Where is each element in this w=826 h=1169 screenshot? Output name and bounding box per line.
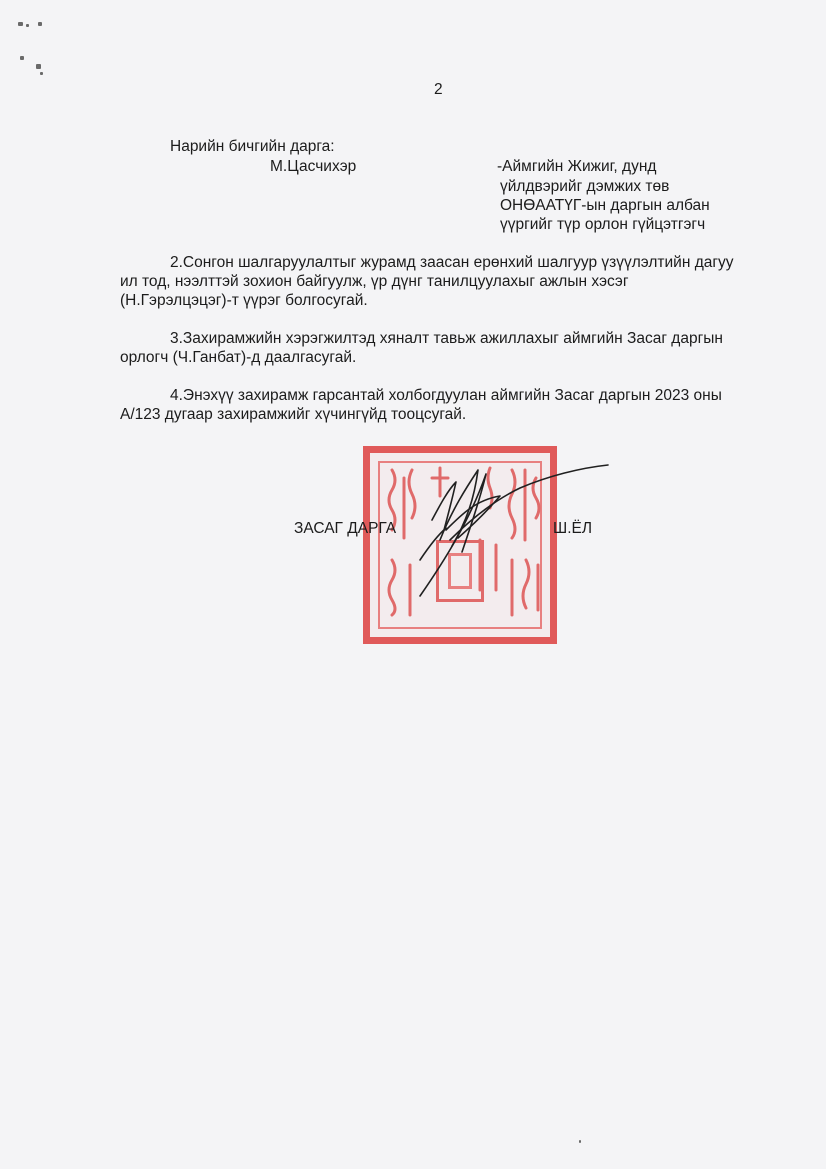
- signatory-title-line: -Аймгийн Жижиг, дунд: [497, 158, 657, 175]
- paragraph-line: 2.Сонгон шалгаруулалтыг журамд заасан ерөнхий шалгуур үзүүлэлтийн дагуу: [170, 254, 734, 271]
- paragraph-line: орлогч (Ч.Ганбат)-д даалгасугай.: [120, 349, 357, 366]
- paragraph-line: (Н.Гэрэлцэцэг)-т үүрэг болгосугай.: [120, 292, 368, 309]
- scan-mark: [579, 1140, 581, 1143]
- paragraph-line: А/123 дугаар захирамжийг хүчингүйд тооцсугай.: [120, 406, 467, 423]
- paragraph-line: ил тод, нээлттэй зохион байгуулж, үр дүнг танилцуулахыг ажлын хэсэг: [120, 273, 629, 290]
- signature-title: ЗАСАГ ДАРГА: [294, 520, 397, 537]
- signatory-title-line: ОНӨААТҮГ-ын даргын албан: [500, 197, 710, 214]
- signatory-title-line: үйлдвэрийг дэмжих төв: [500, 178, 670, 195]
- signature-stroke: [420, 528, 446, 560]
- paragraph-line: 4.Энэхүү захирамж гарсантай холбогдуулан аймгийн Засаг даргын 2023 оны: [170, 387, 722, 404]
- paragraph-line: 3.Захирамжийн хэрэгжилтэд хяналт тавьж ажиллахыг аймгийн Засаг даргын: [170, 330, 723, 347]
- signature-name: Ш.ЁЛ: [553, 520, 593, 537]
- signatory-heading: Нарийн бичгийн дарга:: [170, 138, 335, 155]
- signatory-name: М.Цасчихэр: [270, 158, 357, 175]
- signatory-title-line: үүргийг түр орлон гүйцэтгэгч: [500, 216, 706, 233]
- page-number: 2: [434, 81, 443, 98]
